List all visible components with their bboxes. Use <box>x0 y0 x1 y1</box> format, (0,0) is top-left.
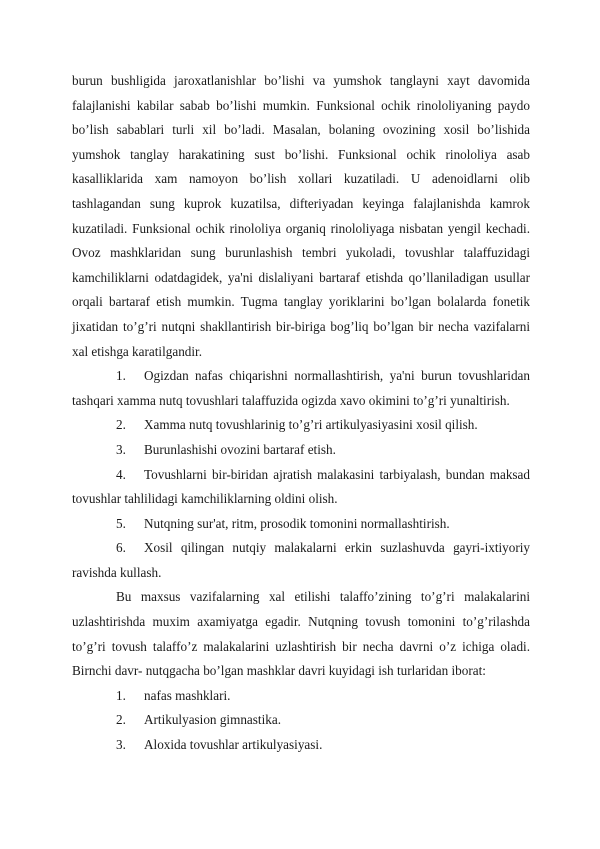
list-number: 5. <box>116 515 126 531</box>
list-number: 6. <box>116 540 126 556</box>
list-item-5 <box>72 512 530 537</box>
list-text: Ogizdan nafas chiqarishni normallashtirish, ya'ni burun tovushlaridan tashqari xamma nutq tovushlari talaffuzida ogizda xavo okimini to’g’ri yunaltirish. <box>72 368 530 408</box>
paragraph-2: Bu maxsus vazifalarning xal etilishi talaffo’zining to’g’ri malakalarini uzlashtirishda muxim axamiyatga egadir. Nutqning tovush tomonini to’g’rilashda to’g’ri tovush talaffo’z malakalarini uzlashtirish bir necha davrni o’z ichiga oladi. Birnchi davr- nutqgacha bo’lgan mashklar davri kuyidagi ish turlaridan iborat: <box>72 589 530 679</box>
list-item-3 <box>72 438 530 463</box>
list-number: 4. <box>116 466 126 482</box>
list-text: Xosil qilingan nutqiy malakalarni erkin suzlashuvda gayri-ixtiyoriy ravishda kullash. <box>72 540 530 580</box>
list-number: 2. <box>116 417 126 433</box>
list-text: Burunlashishi ovozini bartaraf etish. <box>144 441 336 457</box>
list-text: Nutqning sur'at, ritm, prosodik tomonini normallashtirish. <box>144 515 450 531</box>
list-number: 2. <box>116 712 126 728</box>
list-text: Artikulyasion gimnastika. <box>144 712 281 728</box>
list-item-2 <box>72 413 530 438</box>
paragraph-1: burun bushligida jaroxatlanishlar bo’lishi va yumshok tanglayni xayt davomida falajlanishi kabilar sabab bo’lishi mumkin. Funksional ochik rinololiyaning paydo bo’lish sabablari turli xil bo’ladi. Masalan, bolaning ovozining xosil bo’lishida yumshok tanglay harakatining sust bo’lishi. Funksional ochik rinololiya asab kasalliklarida xam namoyon bo’lish xollari kuzatiladi. U adenoidlarni olib tashlagandan sung kuprok kuzatilsa, difteriyadan keyinga falajlanishda kamrok kuzatiladi. Funksional ochik rinololiya organiq rinololiyaga nisbatan yengil kechadi. Ovoz mashklaridan sung burunlashish tembri yukoladi, tovushlar talaffuzidagi kamchiliklarni odatdagidek, ya'ni dislaliyani bartaraf etishda qo’llaniladigan usullar orqali bartaraf etish mumkin. Tugma tanglay yoriklarini bo’lgan bolalarda fonetik jixatidan to’g’ri nutqni shakllantirish bir-biriga bog’liq bo’lgan bir necha vazifalarni xal etishga karatilgandir. <box>72 73 530 359</box>
list-item-1 <box>72 364 530 413</box>
list-text: Tovushlarni bir-biridan ajratish malakasini tarbiyalash, bundan maksad tovushlar tahlilidagi kamchiliklarning oldini olish. <box>72 466 530 507</box>
list-item-6 <box>72 536 530 585</box>
list-number: 1. <box>116 687 126 703</box>
list-number: 3. <box>116 737 126 753</box>
list-item-4 <box>72 463 530 512</box>
list-text: Aloxida tovushlar artikulyasiyasi. <box>144 737 323 753</box>
list-number: 3. <box>116 441 126 457</box>
list-text: nafas mashklari. <box>144 687 231 703</box>
list2-item-2 <box>72 708 530 733</box>
list2-item-3 <box>72 733 530 758</box>
list-text: Xamma nutq tovushlarinig to’g’ri artikulyasiyasini xosil qilish. <box>144 417 478 433</box>
list2-item-1 <box>72 684 530 709</box>
list-number: 1. <box>116 368 126 384</box>
